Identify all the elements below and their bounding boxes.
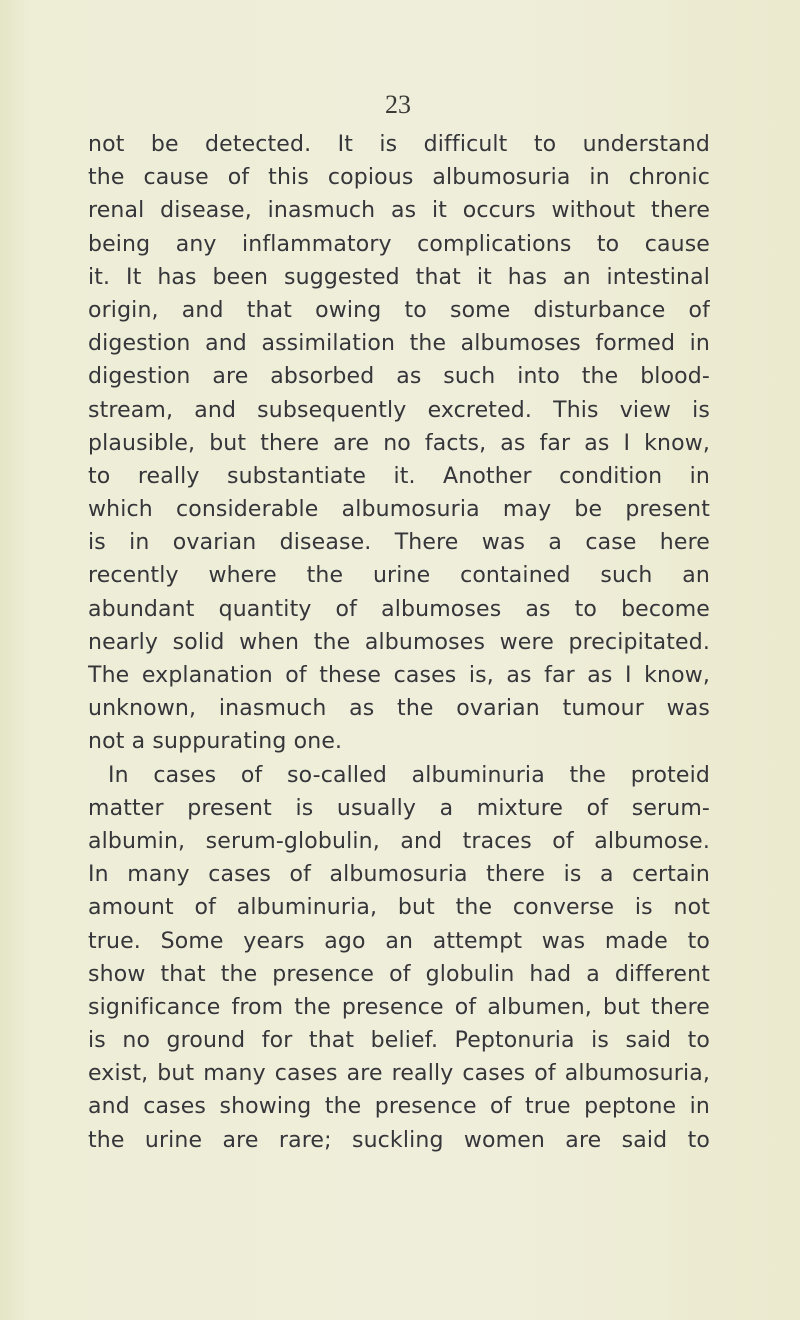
text-line: not be detected. It is difficult to understand xyxy=(88,132,710,157)
page-number: 23 xyxy=(385,90,411,119)
text-line: amount of albuminuria, but the converse is not xyxy=(88,895,710,921)
text-line: being any inflammatory complications to cause xyxy=(88,231,710,257)
text-line: is no ground for that belief. Peptonuria is said to xyxy=(88,1028,710,1054)
text-line: and cases showing the presence of true peptone in xyxy=(88,1094,710,1120)
text-line: to really substantiate it. Another condition in xyxy=(88,463,710,489)
text-line: recently where the urine contained such an xyxy=(88,563,710,589)
text-line: significance from the presence of albumen, but there xyxy=(88,994,710,1020)
text-line: matter present is usually a mixture of serum- xyxy=(88,795,710,821)
text-line: unknown, inasmuch as the ovarian tumour was xyxy=(88,696,710,722)
text-line: which considerable albumosuria may be present xyxy=(88,497,710,523)
text-line: In many cases of albumosuria there is a certain xyxy=(88,862,710,888)
text-line: is in ovarian disease. There was a case here xyxy=(88,530,710,556)
text-line: albumin, serum-globulin, and traces of albumose. xyxy=(88,828,710,854)
text-line: the cause of this copious albumosuria in chronic xyxy=(88,165,710,191)
text-line: the urine are rare; suckling women are said to xyxy=(88,1127,710,1153)
text-line: nearly solid when the albumoses were precipitated. xyxy=(88,629,710,655)
text-line: The explanation of these cases is, as far as I know, xyxy=(88,663,710,688)
text-line: true. Some years ago an attempt was made to xyxy=(88,928,710,954)
text-line: abundant quantity of albumoses as to become xyxy=(88,596,710,622)
text-line: not a suppurating one. xyxy=(88,729,343,755)
text-line: In cases of so-called albuminuria the proteid xyxy=(108,762,710,788)
text-line: digestion are absorbed as such into the blood- xyxy=(88,364,710,390)
text-line: renal disease, inasmuch as it occurs without there xyxy=(88,198,710,224)
text-line: show that the presence of globulin had a different xyxy=(88,961,710,987)
text-line: it. It has been suggested that it has an intestinal xyxy=(88,264,710,290)
text-line: digestion and assimilation the albumoses formed in xyxy=(88,331,710,357)
text-line: plausible, but there are no facts, as far as I know, xyxy=(88,430,710,456)
text-line: stream, and subsequently excreted. This view is xyxy=(88,397,710,423)
text-line: exist, but many cases are really cases of albumosuria, xyxy=(88,1061,710,1087)
body-text xyxy=(88,128,710,1157)
text-line: origin, and that owing to some disturbance of xyxy=(88,297,710,323)
